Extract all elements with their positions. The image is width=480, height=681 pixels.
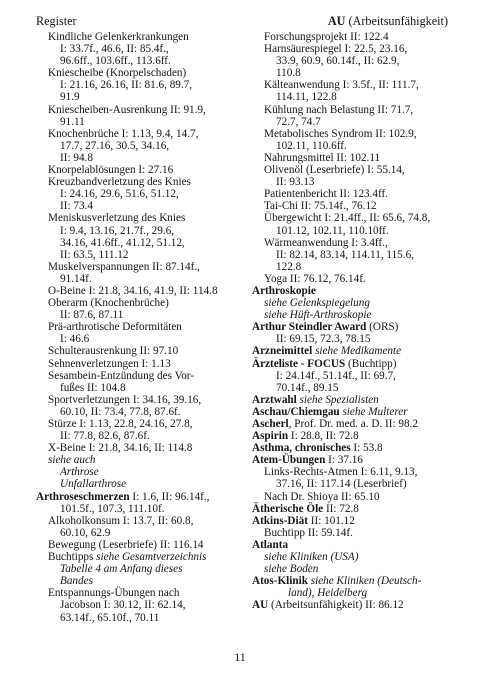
entry-text: 102.11, 110.6ff. (276, 139, 347, 152)
entry-text: 101.12, 102.11, 110.10ff. (276, 224, 389, 237)
entry-term: Ärzteliste - FOCUS (252, 357, 346, 370)
entry-text: Olivenöl (Leserbriefe) I: 55.14, (264, 164, 405, 177)
index-subentry-line (252, 491, 450, 503)
cross-reference: siehe Medikamente (315, 345, 402, 358)
entry-text: 70.14f., 89.15 (276, 381, 339, 394)
entry-text: Buchtipps (48, 551, 97, 564)
header-section-title: Register (36, 14, 77, 28)
cross-reference: siehe Gesamtverzeichnis (96, 551, 207, 564)
cross-reference: siehe Gelenkspiegelung (264, 297, 370, 310)
entry-text: Bewegung (Leserbriefe) II: 116.14 (48, 538, 204, 551)
index-subentry-line (36, 515, 236, 527)
entry-term: Ätherische Öle (252, 502, 324, 515)
index-subentry-line (36, 55, 236, 67)
index-subentry-line (252, 79, 450, 91)
index-subentry-line (36, 261, 236, 273)
entry-text: I: 21.16, 26.16, II: 81.6, 89.7, (60, 79, 193, 92)
header-guide-word-bold: AU (327, 14, 346, 28)
index-subentry-line (36, 104, 236, 116)
index-entry (252, 321, 450, 333)
entry-text: Metabolisches Syndrom II: 102.9, (264, 127, 417, 140)
index-subentry-line (252, 200, 450, 212)
index-subentry-line (252, 273, 450, 285)
entry-text: II: 87.6, 87.11 (60, 309, 124, 322)
index-subentry-line (252, 188, 450, 200)
entry-text: 122.8 (276, 260, 302, 273)
entry-text: (Arbeitsunfähigkeit) II: 86.12 (268, 599, 404, 612)
index-subentry-line (252, 466, 450, 478)
index-column-left (36, 31, 236, 624)
index-subentry-line (36, 188, 236, 200)
index-subentry-line (36, 225, 236, 237)
index-subentry-line (252, 297, 450, 309)
entry-text: Kühlung nach Belastung II: 71.7, (264, 103, 414, 116)
index-entry (252, 345, 450, 357)
index-subentry-line (252, 309, 450, 321)
index-subentry-line (36, 79, 236, 91)
entry-text: 34.16, 41.6ff., 41.12, 51.12, (60, 236, 185, 249)
entry-text: II: 72.8 (323, 502, 359, 515)
cross-reference: land), Heidelberg (288, 587, 368, 600)
index-subentry-line (36, 478, 236, 490)
index-subentry-line (36, 285, 236, 297)
entry-text: II: 63.5, 111.12 (60, 248, 129, 261)
index-subentry-line (252, 563, 450, 575)
index-entry (252, 539, 450, 551)
header-guide-word-rest: (Arbeitsunfähigkeit) (345, 14, 448, 28)
index-subentry-line (36, 503, 236, 515)
index-subentry-line (36, 321, 236, 333)
entry-text: Links-Rechts-Atmen I: 6.11, 9.13, (264, 466, 418, 479)
index-subentry-line (36, 140, 236, 152)
index-subentry-line (36, 176, 236, 188)
index-subentry-line (36, 164, 236, 176)
entry-text: Übergewicht I: 21.4ff., II: 65.6, 74.8, (264, 212, 431, 225)
index-subentry-line (252, 104, 450, 116)
index-subentry-line (252, 587, 450, 599)
entry-text: Muskelverspannungen II: 87.14f., (48, 260, 200, 273)
entry-text: II: 82.14, 83.14, 114.11, 115.6, (276, 248, 414, 261)
entry-text: I: 53.8 (350, 442, 383, 455)
index-subentry-line (36, 406, 236, 418)
index-subentry-line (36, 575, 236, 587)
entry-text: I: 9.4, 13.16, 21.7f., 29.6, (60, 224, 175, 237)
index-subentry-line (36, 527, 236, 539)
entry-term: Atem-Übungen (252, 454, 326, 467)
entry-term: AU (252, 599, 269, 612)
index-subentry-line (36, 358, 236, 370)
entry-text: 72.7, 74.7 (276, 115, 321, 128)
entry-text: Buchtipp II: 59.14f. (264, 526, 353, 539)
entry-text: Sesambein-Entzündung des Vor- (48, 369, 195, 382)
entry-term: Arthroskopie (252, 284, 316, 297)
entry-text: I: 28.8, II: 72.8 (288, 430, 359, 443)
entry-text: I: 24.16, 29.6, 51.6, 51.12, (60, 188, 179, 201)
index-column-right (252, 31, 450, 612)
entry-text: II: 94.8 (60, 151, 93, 164)
entry-text: II: 101.12 (307, 514, 355, 527)
entry-term: Aschau/Chiemgau (252, 405, 340, 418)
index-subentry-line (252, 370, 450, 382)
entry-text: I: 33.7f., 46.6, II: 85.4f., (60, 43, 169, 56)
entry-text: (Buchtipp) (345, 357, 397, 370)
entry-text: 33.9, 60.9, 60.14f., II: 62.9, (276, 55, 400, 68)
index-entry (252, 430, 450, 442)
index-subentry-line (36, 212, 236, 224)
index-subentry-line (36, 67, 236, 79)
entry-text: Kindliche Gelenkerkrankungen (48, 31, 189, 43)
index-subentry-line (252, 212, 450, 224)
entry-text: II: 69.15, 72.3, 78.15 (276, 333, 371, 346)
index-entry (252, 358, 450, 370)
entry-term: Arthur Steindler Award (252, 321, 367, 334)
index-subentry-line (252, 478, 450, 490)
index-subentry-line (36, 563, 236, 575)
index-entry (252, 406, 450, 418)
entry-term: Aspirin (252, 430, 289, 443)
index-subentry-line (36, 370, 236, 382)
entry-text: Wärmeanwendung I: 3.4ff., (264, 236, 388, 249)
entry-text: 91.14f. (60, 272, 92, 285)
index-subentry-line (36, 599, 236, 611)
index-subentry-line (36, 200, 236, 212)
entry-text: fußes II: 104.8 (60, 381, 126, 394)
index-subentry-line (36, 116, 236, 128)
cross-reference: Arthrose (60, 466, 99, 479)
cross-reference: siehe Kliniken (USA) (264, 551, 359, 564)
entry-text: Sehnenverletzungen I: 1.13 (48, 357, 171, 370)
index-entry (252, 285, 450, 297)
index-entry (252, 418, 450, 430)
entry-text: Knorpelablösungen I: 27.16 (48, 164, 174, 177)
cross-reference: siehe Multerer (342, 405, 408, 418)
entry-text: Nahrungsmittel II: 102.11 (264, 151, 381, 164)
entry-text: (ORS) (366, 321, 399, 334)
cross-reference: Unfallarthrose (60, 478, 127, 491)
entry-text: Oberarm (Knochenbrüche) (48, 297, 169, 310)
index-subentry-line (36, 612, 236, 624)
index-subentry-line (36, 551, 236, 563)
entry-text: I: 37.16 (325, 454, 363, 467)
entry-text: Kniescheibe (Knorpelschaden) (48, 67, 187, 80)
page-number: 11 (234, 650, 246, 664)
index-subentry-line (252, 237, 450, 249)
index-subentry-line (252, 249, 450, 261)
index-subentry-line (36, 31, 236, 43)
index-subentry-line (36, 152, 236, 164)
entry-text: 110.8 (276, 67, 301, 80)
index-subentry-line (252, 31, 450, 43)
entry-text: 60.10, 62.9 (60, 526, 111, 539)
entry-text: II: 73.4 (60, 200, 93, 213)
entry-text: Stürze I: 1.13, 22.8, 24.16, 27.8, (48, 418, 193, 430)
entry-text: 96.6ff., 103.6ff., 113.6ff. (60, 55, 171, 68)
cross-reference: siehe Hüft-Arthroskopie (264, 309, 372, 322)
index-subentry-line (252, 551, 450, 563)
entry-text: Kälteanwendung I: 3.5f., II: 111.7, (264, 79, 419, 92)
index-entry (252, 454, 450, 466)
entry-term: Arzneimittel (252, 345, 313, 358)
index-subentry-line (252, 128, 450, 140)
index-subentry-line (36, 430, 236, 442)
entry-text: 114.11, 122.8 (276, 91, 337, 104)
cross-reference: siehe Spezialisten (299, 393, 379, 406)
entry-text: Harnsäurespiegel I: 22.5, 23.16, (264, 43, 408, 56)
cross-reference: Bandes (60, 575, 93, 588)
index-subentry-line (36, 43, 236, 55)
entry-text: 17.7, 27.16, 30.5, 34.16, (60, 139, 170, 152)
index-subentry-line (252, 43, 450, 55)
entry-text: Kreuzbandverletzung des Knies (48, 176, 191, 189)
index-subentry-line (36, 382, 236, 394)
entry-text: Kniescheiben-Ausrenkung II: 91.9, (48, 103, 206, 116)
index-subentry-line (36, 309, 236, 321)
index-subentry-line (252, 55, 450, 67)
entry-text: Patientenbericht II: 123.4ff. (264, 188, 389, 201)
index-subentry-line (252, 382, 450, 394)
cross-reference: Tabelle 4 am Anfang dieses (60, 563, 183, 576)
entry-text: 63.14f., 65.10f., 70.11 (60, 611, 160, 624)
index-subentry-line (252, 261, 450, 273)
index-subentry-line (252, 333, 450, 345)
index-subentry-line (36, 418, 236, 430)
entry-term: Atos-Klinik (252, 575, 308, 588)
index-subentry-line (36, 539, 236, 551)
entry-text: 91.9 (60, 91, 80, 104)
entry-text: Alkoholkonsum I: 13.7, II: 60.8, (48, 514, 194, 527)
index-subentry-line (252, 91, 450, 103)
entry-text: I: 46.6 (60, 333, 90, 346)
entry-text: Prä-arthrotische Deformitäten (48, 321, 182, 334)
index-subentry-line (36, 345, 236, 357)
index-subentry-line (252, 116, 450, 128)
entry-text: Sportverletzungen I: 34.16, 39.16, (48, 393, 202, 406)
index-entry (252, 503, 450, 515)
index-entry (252, 515, 450, 527)
index-subentry-line (252, 527, 450, 539)
entry-term: Atkins-Diät (252, 514, 308, 527)
index-subentry-line (36, 297, 236, 309)
index-entry (252, 599, 450, 611)
index-subentry-line (252, 164, 450, 176)
index-subentry-line (36, 454, 236, 466)
index-subentry-line (36, 333, 236, 345)
cross-reference: siehe Kliniken (Deutsch- (310, 575, 422, 588)
entry-text: Yoga II: 76.12, 76.14f. (264, 272, 366, 285)
index-subentry-line (252, 140, 450, 152)
entry-text: Tai-Chi II: 75.14f., 76.12 (264, 200, 377, 213)
index-subentry-line (36, 442, 236, 454)
entry-term: Arthroseschmerzen (36, 490, 130, 503)
entry-text: Knochenbrüche I: 1.13, 9.4, 14.7, (48, 127, 199, 140)
index-subentry-line (36, 394, 236, 406)
cross-reference: siehe Boden (264, 563, 319, 576)
entry-text: X-Beine I: 21.8, 34.16, II: 114.8 (48, 442, 193, 455)
entry-text: O-Beine I: 21.8, 34.16, 41.9, II: 114.8 (48, 284, 218, 297)
header-guide-word (328, 12, 448, 30)
entry-text: Meniskusverletzung des Knies (48, 212, 186, 225)
entry-term: Atlanta (252, 538, 289, 551)
index-entry (252, 394, 450, 406)
entry-term: Asthma, chronisches (252, 442, 351, 455)
index-subentry-line (36, 466, 236, 478)
index-entry (252, 575, 450, 587)
index-subentry-line (252, 176, 450, 188)
entry-text: 60.10, II: 73.4, 77.8, 87.6f. (60, 405, 181, 418)
index-entry (252, 442, 450, 454)
index-subentry-line (252, 225, 450, 237)
index-subentry-line (36, 273, 236, 285)
index-subentry-line (36, 128, 236, 140)
entry-text: II: 93.13 (276, 176, 315, 189)
entry-text: Jacobson I: 30.12, II: 62.14, (60, 599, 186, 612)
index-subentry-line (36, 91, 236, 103)
entry-text: Nach Dr. Shioya II: 65.10 (264, 490, 380, 503)
entry-text: 37.16, II: 117.14 (Leserbrief) (276, 478, 407, 491)
running-header (36, 12, 448, 30)
entry-term: Arztwahl (252, 393, 297, 406)
entry-term: Ascherl (252, 418, 289, 430)
entry-text: 91.11 (60, 115, 85, 128)
entry-text: 101.5f., 107.3, 111.10f. (60, 502, 165, 515)
entry-text: II: 77.8, 82.6, 87.6f. (60, 430, 150, 443)
entry-text: Schulterausrenkung II: 97.10 (48, 345, 179, 358)
index-subentry-line (36, 587, 236, 599)
index-subentry-line (252, 67, 450, 79)
index-subentry-line (252, 152, 450, 164)
cross-reference: siehe auch (48, 454, 96, 467)
entry-text: Forschungsprojekt II: 122.4 (264, 31, 389, 43)
index-entry (36, 491, 236, 503)
entry-text: I: 24.14f., 51.14f., II: 69.7, (276, 369, 396, 382)
entry-text: Entspannungs-Übungen nach (48, 587, 180, 600)
index-subentry-line (36, 237, 236, 249)
entry-text: , Prof. Dr. med. a. D. II: 98.2 (288, 418, 418, 430)
entry-text: I: 1.6, II: 96.14f., (129, 490, 210, 503)
index-subentry-line (36, 249, 236, 261)
